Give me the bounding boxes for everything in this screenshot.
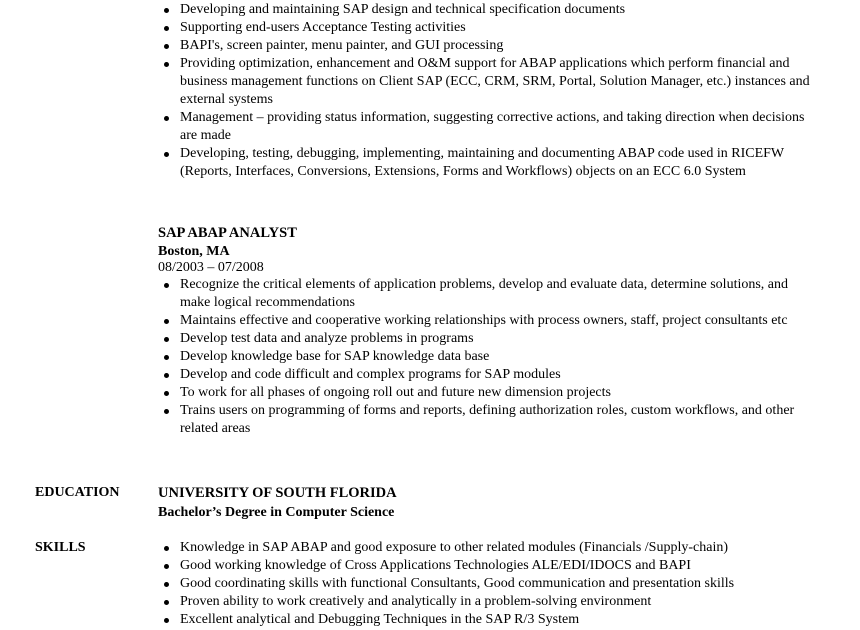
list-item: Recognize the critical elements of application problems, develop and evaluate data, determine solutions, and make logical recommendations <box>158 276 818 312</box>
previous-job-section <box>158 1 818 181</box>
list-item: BAPI's, screen painter, menu painter, and GUI processing <box>158 37 818 55</box>
job-section <box>158 224 818 438</box>
education-school: UNIVERSITY OF SOUTH FLORIDA <box>158 485 397 501</box>
education-heading: EDUCATION <box>35 485 120 500</box>
job-location: Boston, MA <box>158 244 230 259</box>
skills-heading: SKILLS <box>35 540 86 555</box>
list-item: To work for all phases of ongoing roll out and future new dimension projects <box>158 384 818 402</box>
job-dates: 08/2003 – 07/2008 <box>158 260 264 275</box>
list-item: Excellent analytical and Debugging Techniques in the SAP R/3 System <box>158 611 818 629</box>
list-item: Knowledge in SAP ABAP and good exposure to other related modules (Financials /Supply-chain) <box>158 539 818 557</box>
list-item: Developing and maintaining SAP design and technical specification documents <box>158 1 818 19</box>
previous-job-bullets <box>158 1 818 181</box>
list-item: Develop and code difficult and complex programs for SAP modules <box>158 366 818 384</box>
job-title: SAP ABAP ANALYST <box>158 225 297 241</box>
list-item: Good coordinating skills with functional Consultants, Good communication and presentation skills <box>158 575 818 593</box>
skills-list <box>158 539 818 629</box>
list-item: Develop knowledge base for SAP knowledge data base <box>158 348 818 366</box>
list-item: Develop test data and analyze problems in programs <box>158 330 818 348</box>
list-item: Trains users on programming of forms and reports, defining authorization roles, custom workflows, and other related areas <box>158 402 818 438</box>
job-bullets <box>158 276 818 438</box>
list-item: Good working knowledge of Cross Applications Technologies ALE/EDI/IDOCS and BAPI <box>158 557 818 575</box>
skills-section <box>158 539 818 629</box>
list-item: Maintains effective and cooperative working relationships with process owners, staff, project consultants etc <box>158 312 818 330</box>
education-section <box>158 484 818 522</box>
list-item: Providing optimization, enhancement and O&M support for ABAP applications which perform financial and business management functions on Client SAP (ECC, CRM, SRM, Portal, Solution Manager, etc.) instances and external systems <box>158 55 818 109</box>
list-item: Proven ability to work creatively and analytically in a problem-solving environment <box>158 593 818 611</box>
list-item: Developing, testing, debugging, implementing, maintaining and documenting ABAP code used in RICEFW (Reports, Interfaces, Conversions, Extensions, Forms and Workflows) objects on an ECC 6.0 System <box>158 145 818 181</box>
education-degree: Bachelor’s Degree in Computer Science <box>158 505 395 520</box>
list-item: Management – providing status information, suggesting corrective actions, and taking direction when decisions are made <box>158 109 818 145</box>
list-item: Supporting end-users Acceptance Testing activities <box>158 19 818 37</box>
